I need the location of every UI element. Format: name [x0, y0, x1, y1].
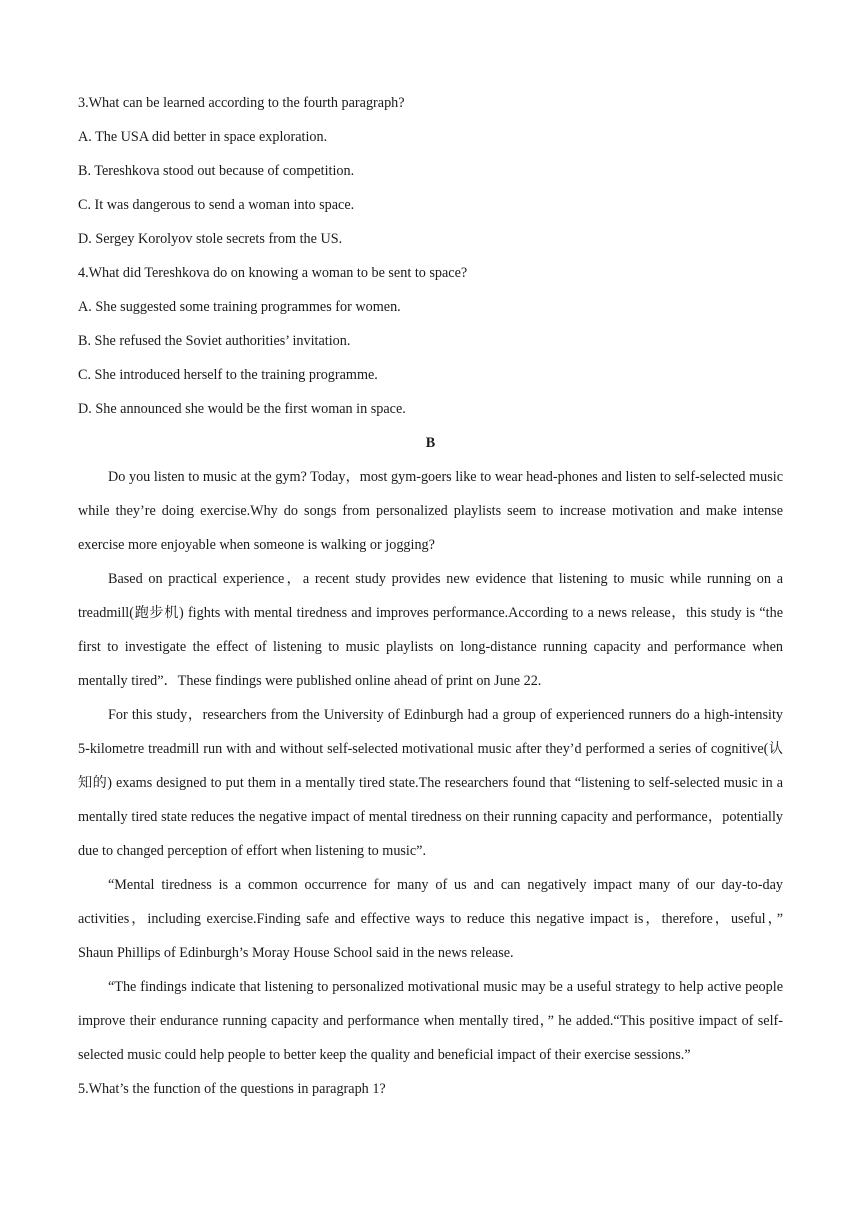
question-4-option-a: A. She suggested some training programmes for women.: [78, 299, 401, 315]
passage-paragraph-2: Based on practical experience，a recent study provides new evidence that listening to music while running on a treadmill(跑步机) fights with mental tiredness and improves performance.According to a news release，this study is “the first to investigate the effect of listening to music playlists on long-distance running capacity and performance when mentally tired”．These findings were published online ahead of print on June 22.: [78, 571, 783, 689]
passage-paragraph-5: “The findings indicate that listening to personalized motivational music may be a useful strategy to help active people improve their endurance running capacity and performance when mentally tired，” he added.“This positive impact of self-selected music could help people to better keep the quality and beneficial impact of their exercise sessions.”: [78, 979, 783, 1063]
question-4-option-b: B. She refused the Soviet authorities’ invitation.: [78, 333, 351, 349]
passage-paragraph-4: “Mental tiredness is a common occurrence for many of us and can negatively impact many of our day-to-day activities，including exercise.Finding safe and effective ways to reduce this negative impact is，therefore，useful，” Shaun Phillips of Edinburgh’s Moray House School said in the news release.: [78, 877, 783, 961]
question-4-text: 4.What did Tereshkova do on knowing a woman to be sent to space?: [78, 265, 468, 281]
question-3-option-c: C. It was dangerous to send a woman into space.: [78, 197, 355, 213]
question-block-4: [78, 256, 783, 426]
question-3-option-b: B. Tereshkova stood out because of competition.: [78, 163, 355, 179]
passage-paragraph-3: For this study，researchers from the University of Edinburgh had a group of experienced runners do a high-intensity 5-kilometre treadmill run with and without self-selected motivational music after they’d performed a series of cognitive(认知的) exams designed to put them in a mentally tired state.The researchers found that “listening to self-selected music in a mentally tired state reduces the negative impact of mental tiredness on their running capacity and performance，potentially due to changed perception of effort when listening to music”.: [78, 707, 783, 859]
question-3-text: 3.What can be learned according to the fourth paragraph?: [78, 95, 405, 111]
passage-b: [78, 460, 783, 1072]
question-4-option-d: D. She announced she would be the first woman in space.: [78, 401, 406, 417]
question-block-3: [78, 86, 783, 256]
question-3-option-a: A. The USA did better in space exploration.: [78, 129, 328, 145]
question-4-option-c: C. She introduced herself to the training programme.: [78, 367, 378, 383]
question-3-option-d: D. Sergey Korolyov stole secrets from the US.: [78, 231, 343, 247]
document-page: [78, 86, 783, 1106]
section-heading: B: [425, 435, 436, 451]
question-5-text: 5.What’s the function of the questions in paragraph 1?: [78, 1081, 386, 1097]
passage-paragraph-1: Do you listen to music at the gym? Today，most gym-goers like to wear head-phones and listen to self-selected music while they’re doing exercise.Why do songs from personalized playlists seem to increase motivation and make intense exercise more enjoyable when someone is walking or jogging?: [78, 469, 783, 553]
